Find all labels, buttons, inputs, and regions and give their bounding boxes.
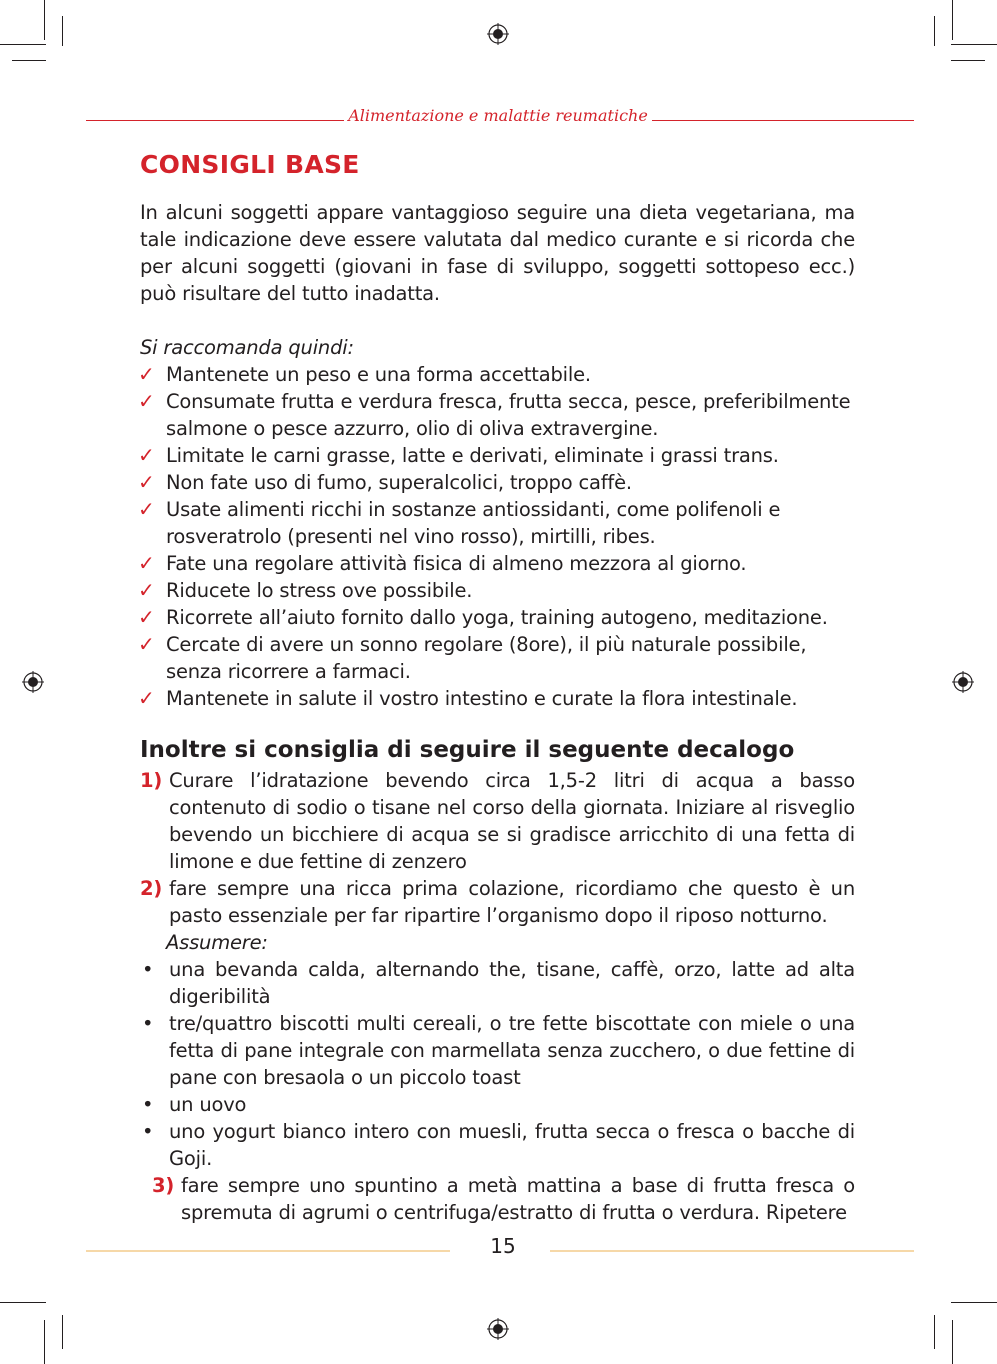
list-item: ✓ Non fate uso di fumo, superalcolici, troppo caffè.	[138, 470, 632, 494]
footer-rule-left	[86, 1250, 450, 1252]
list-item: ✓ Limitate le carni grasse, latte e derivati, eliminate i grassi trans.	[138, 443, 779, 467]
list-item: ✓ Ricorrete all’aiuto fornito dallo yoga, training autogeno, meditazione.	[138, 605, 828, 629]
list-item: • un uovo	[142, 1093, 247, 1116]
recommend-label: Si raccomanda quindi:	[140, 336, 354, 359]
header-rule-left	[86, 120, 344, 121]
item-number: 1)	[140, 769, 163, 792]
footer-rule-right	[550, 1250, 914, 1252]
bullet-icon: •	[142, 1012, 154, 1035]
list-item: ✓ Cercate di avere un sonno regolare (8ore), il più naturale possibile, senza ricorrere a farmaci.	[138, 632, 807, 683]
check-icon: ✓	[138, 470, 155, 494]
check-icon: ✓	[138, 686, 155, 710]
list-item: • una bevanda calda, alternando the, tisane, caffè, orzo, latte ad alta digeribilità	[142, 958, 855, 1008]
list-item: ✓ Mantenete in salute il vostro intestino e curate la flora intestinale.	[138, 686, 798, 710]
registration-mark-icon	[487, 1318, 509, 1340]
section-title: CONSIGLI BASE	[140, 150, 360, 179]
list-item: ✓ Mantenete un peso e una forma accettabile.	[138, 362, 591, 386]
list-item: • tre/quattro biscotti multi cereali, o tre fette biscottate con miele o una fetta di pane integrale con marmellata senza zucchero, o due fettine di pane con bresaola o un piccolo toast	[142, 1012, 855, 1089]
page-number: 15	[490, 1234, 516, 1258]
list-item: • uno yogurt bianco intero con muesli, frutta secca o fresca o bacche di Goji.	[142, 1120, 855, 1170]
recommendation-list	[140, 361, 855, 712]
list-item: ✓ Riducete lo stress ove possibile.	[138, 578, 473, 602]
registration-mark-icon	[487, 23, 509, 45]
check-icon: ✓	[138, 362, 155, 386]
item-number: 3)	[152, 1174, 175, 1197]
intro-paragraph: In alcuni soggetti appare vantaggioso seguire una dieta vegetariana, ma tale indicazione deve essere valutata dal medico curante e si ricorda che per alcuni soggetti (giovani in fase di sviluppo, soggetti sottopeso ecc.) può risultare del tutto inadatta.	[140, 201, 855, 305]
registration-mark-icon	[22, 671, 44, 693]
list-item: ✓ Usate alimenti ricchi in sostanze antiossidanti, come polifenoli e rosveratrolo (presenti nel vino rosso), mirtilli, ribes.	[138, 497, 781, 548]
decalogo-title: Inoltre si consiglia di seguire il seguente decalogo	[140, 737, 795, 763]
check-icon: ✓	[138, 632, 155, 656]
list-item: ✓ Fate una regolare attività fisica di almeno mezzora al giorno.	[138, 551, 747, 575]
decalogo-item-1: 1) Curare l’idratazione bevendo circa 1,5-2 litri di acqua a basso contenuto di sodio o tisane nel corso della giornata. Iniziare al risveglio bevendo un bicchiere di acqua se si gradisce arricchito di una fetta di limone e due fettine di zenzero	[140, 769, 855, 873]
header-rule-right	[652, 120, 914, 121]
item-number: 2)	[140, 877, 163, 900]
registration-mark-icon	[952, 671, 974, 693]
check-icon: ✓	[138, 443, 155, 467]
assumere-label: Assumere:	[166, 931, 268, 954]
decalogo-list	[140, 767, 855, 1226]
check-icon: ✓	[138, 578, 155, 602]
check-icon: ✓	[138, 551, 155, 575]
decalogo-item-2: 2) fare sempre una ricca prima colazione, ricordiamo che questo è un pasto essenziale per far ripartire l’organismo dopo il riposo notturno.	[140, 877, 855, 927]
decalogo-item-3: 3) fare sempre uno spuntino a metà mattina a base di frutta fresca o spremuta di agrumi o centrifuga/estratto di frutta o verdura. Ripetere	[152, 1174, 855, 1224]
check-icon: ✓	[138, 389, 155, 413]
list-item: ✓ Consumate frutta e verdura fresca, frutta secca, pesce, preferibilmente salmone o pesce azzurro, olio di oliva extravergine.	[138, 389, 851, 440]
check-icon: ✓	[138, 605, 155, 629]
check-icon: ✓	[138, 497, 155, 521]
running-header: Alimentazione e malattie reumatiche	[348, 106, 648, 125]
bullet-icon: •	[142, 958, 154, 981]
bullet-icon: •	[142, 1120, 154, 1143]
bullet-icon: •	[142, 1093, 154, 1116]
